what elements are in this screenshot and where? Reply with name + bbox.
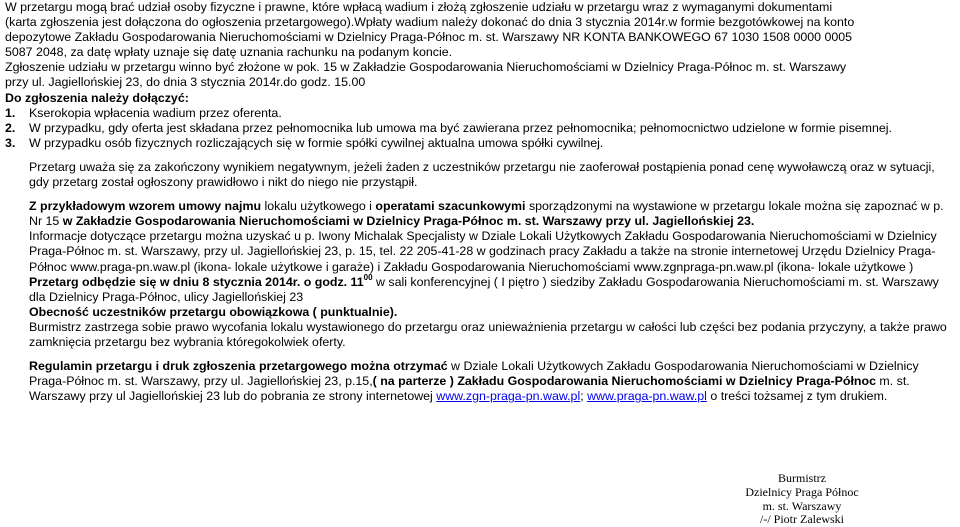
contract-template-bold: Z przykładowym wzorem umowy najmu	[29, 199, 262, 214]
intro-line: depozytowe Zakładu Gospodarowania Nieruchomościami w Dzielnicy Praga-Północ m. st. Warszawy NR KONTA BANKOWEGO 67 1030 1508 0000 0005	[5, 30, 853, 45]
time-superscript: 00	[363, 272, 373, 282]
attachments-heading: Do zgłoszenia należy dołączyć:	[5, 90, 189, 105]
list-text: W przypadku osób fizycznych rozliczających się w formie spółki cywilnej aktualna umowa spółki cywilnej.	[29, 135, 604, 150]
intro-line: (karta zgłoszenia jest dołączona do ogłoszenia przetargowego).Wpłaty wadium należy dokonać do dnia 3 stycznia 2014r.w formie bezgotówkowej na konto	[5, 15, 855, 30]
signature-line: /-/ Piotr Zalewski	[760, 512, 844, 527]
zgn-website-link[interactable]: www.zgn-praga-pn.waw.pl	[436, 389, 581, 404]
attendance-notice: Obecność uczestników przetargu obowiązkowa ( punktualnie).	[29, 304, 398, 319]
list-text: W przypadku, gdy oferta jest składana przez pełnomocnika lub umowa ma być zawierana przez pełnomocnika; pełnomocnictwo udzielone w formie pisemnej.	[29, 120, 892, 135]
list-number: 2.	[5, 120, 16, 135]
reservation-paragraph: Burmistrz zastrzega sobie prawo wycofania lokalu wystawionego do przetargu oraz unieważnienia przetargu w całości lub części bez podania przyczyny, a także prawo zamknięcia przetargu bez wybrania któregokolwiek oferty.	[29, 319, 947, 349]
intro-line: 5087 2048, za datę wpłaty uznaje się datę uznania rachunku na podanym koncie.	[5, 45, 453, 60]
praga-website-link[interactable]: www.praga-pn.waw.pl	[587, 389, 707, 404]
list-number: 3.	[5, 135, 16, 150]
intro-line: W przetargu mogą brać udział osoby fizyczne i prawne, które wpłacą wadium i złożą zgłoszenie udziału w przetargu wraz z wymaganymi dokumentami	[5, 0, 833, 14]
attachments-list	[5, 106, 955, 151]
notice-document	[5, 0, 955, 404]
regulations-paragraph: Regulamin przetargu i druk zgłoszenia przetargowego można otrzymać w Dziale Lokali Użytkowych Zakładu Gospodarowania Nieruchomościami w Dzielnicy Praga-Północ m. st. Warszawy, przy ul. Jagiellońskiej 23, p.15,( na parterze ) Zakładu Gospodarowania Nieruchomościami w Dzielnicy Praga-Północ m. st. Warszawy przy ul Jagiellońskiej 23 lub do pobrania ze strony internetowej www.zgn-praga-pn.waw.pl; www.praga-pn.waw.pl o treści tożsamej z tym drukiem.	[29, 359, 919, 404]
list-item	[5, 136, 955, 151]
signature-block	[744, 472, 860, 527]
intro-line: Zgłoszenie udziału w przetargu winno być złożone w pok. 15 w Zakładzie Gospodarowania Nieruchomościami w Dzielnicy Praga-Północ m. st. Warszawy	[5, 60, 847, 75]
signature-line: Burmistrz	[778, 471, 826, 485]
signature-line: Dzielnicy Praga Północ	[745, 484, 859, 499]
information-paragraph: Informacje dotyczące przetargu można uzyskać u p. Iwony Michalak Specjalisty w Dziale Lokali Użytkowych Zakładu Gospodarowania Nieruchomościami w Dzielnicy Praga-Północ m. st. Warszawy, przy ul. Jagiellońskiej 23, p. 15, tel. 22 205-41-28 w godzinach pracy Zakładu a także na stronie internetowej Urzędu Dzielnicy Praga-Północ www.praga-pn.waw.pl (ikona- lokale użytkowe i garaże) i Zakładu Gospodarowania Nieruchomościami www.zgnpraga-pn.waw.pl (ikona- lokale użytkowe )	[29, 229, 937, 274]
intro-line: przy ul. Jagiellońskiej 23, do dnia 3 stycznia 2014r.do godz. 15.00	[5, 75, 366, 90]
meeting-paragraph: Przetarg odbędzie się w dniu 8 stycznia 2014r. o godz. $11^{00}$ w sali konferencyjnej ( I piętro ) siedziby Zakładu Gospodarowania Nieruchomościami m. st. Warszawy dla Dzielnicy Praga-Północ, ulicy Jagiellońskiej 23	[29, 272, 939, 304]
list-text: Kserokopia wpłacenia wadium przez oferenta.	[29, 105, 282, 120]
list-item	[5, 106, 955, 121]
contract-template-paragraph: Z przykładowym wzorem umowy najmu lokalu użytkowego i operatami szacunkowymi sporządzonymi na wystawione w przetargu lokale można się zapoznać w p. Nr 15 w Zakładzie Gospodarowania Nieruchomościami w Dzielnicy Praga-Północ m. st. Warszawy przy ul. Jagiellońskiej 23.	[29, 199, 944, 229]
list-item	[5, 121, 955, 136]
signature-line: m. st. Warszawy	[762, 498, 842, 513]
cancellation-paragraph: Przetarg uważa się za zakończony wynikiem negatywnym, jeżeli żaden z uczestników przetargu nie zaoferował postąpienia ponad cenę wywoławczą oraz w sytuacji, gdy przetarg został ogłoszony prawidłowo i nikt do niego nie przystąpił.	[29, 159, 935, 190]
list-number: 1.	[5, 105, 16, 120]
